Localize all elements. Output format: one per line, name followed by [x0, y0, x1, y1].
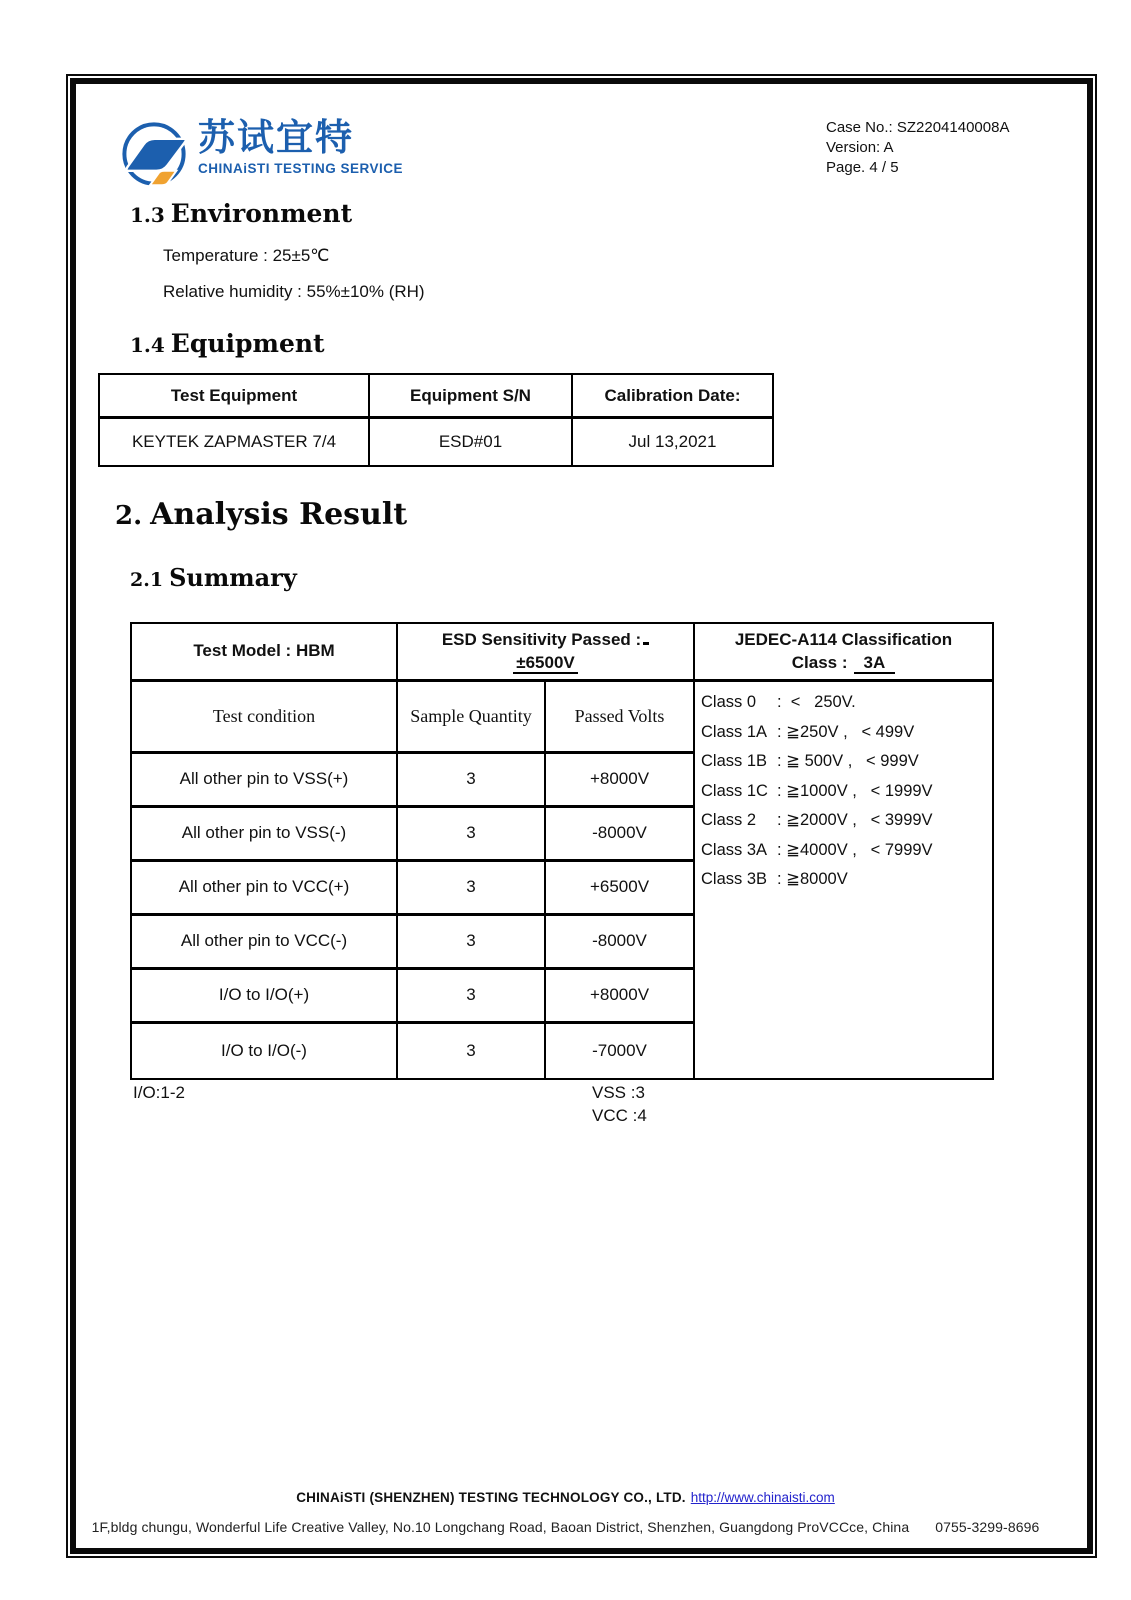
test-model-cell: Test Model : HBM [132, 624, 398, 682]
table-row-qty: 3 [398, 754, 546, 808]
section-title: Environment [170, 199, 353, 228]
section-number: 1.3 [130, 203, 165, 227]
class-line: Class 3A : ≧4000V , < 7999V [701, 840, 933, 859]
table-row-qty: 3 [398, 970, 546, 1024]
section-environment-heading [130, 199, 352, 228]
temperature-line: Temperature : 25±5℃ [163, 246, 330, 265]
logo-swoosh-icon [118, 118, 190, 190]
esd-sensitivity-label: ESD Sensitivity Passed : [441, 629, 642, 649]
esd-sensitivity-value: ±6500V [513, 653, 578, 674]
col-header-passed-volts: Passed Volts [546, 682, 695, 754]
table-row-volts: +8000V [546, 970, 695, 1024]
class-line: Class 2 : ≧2000V , < 3999V [701, 811, 933, 829]
page-number: Page. 4 / 5 [826, 159, 899, 176]
table-row-volts: -8000V [546, 808, 695, 862]
table-row-volts: +8000V [546, 754, 695, 808]
equipment-header-serial: Equipment S/N [370, 375, 573, 419]
section-number: 2.1 [130, 569, 164, 591]
class-line: Class 3B : ≧8000V [701, 870, 848, 888]
footer-company-name: CHINAiSTI (SHENZHEN) TESTING TECHNOLOGY CO., LTD. [296, 1490, 686, 1505]
case-info-block [826, 118, 1009, 178]
table-row-qty: 3 [398, 1024, 546, 1078]
section-number: 2. [115, 501, 143, 531]
footer-address-line [0, 1519, 1131, 1535]
class-line: Class 1A : ≧250V , < 499V [701, 722, 915, 741]
col-header-sample-quantity: Sample Quantity [398, 682, 546, 754]
underline-mark [643, 635, 649, 645]
table-row-qty: 3 [398, 862, 546, 916]
table-row-cond: All other pin to VCC(+) [132, 862, 398, 916]
section-number: 1.4 [130, 333, 165, 357]
jedec-class-label: Class : [791, 652, 848, 672]
class-line: Class 0 : < 250V. [701, 693, 856, 711]
humidity-line: Relative humidity : 55%±10% (RH) [163, 282, 425, 301]
footer-phone: 0755-3299-8696 [935, 1519, 1040, 1535]
jedec-class-legend [695, 682, 992, 1078]
table-row-cond: All other pin to VCC(-) [132, 916, 398, 970]
section-title: Summary [169, 563, 297, 592]
version: Version: A [826, 139, 894, 156]
equipment-name-cell: KEYTEK ZAPMASTER 7/4 [100, 419, 370, 465]
section-summary-heading [130, 563, 297, 592]
equipment-table [98, 373, 774, 467]
section-equipment-heading [130, 329, 325, 358]
table-row-volts: -8000V [546, 916, 695, 970]
company-logo [118, 118, 403, 190]
table-row-cond: All other pin to VSS(+) [132, 754, 398, 808]
note-vcc-pin: VCC :4 [592, 1106, 647, 1125]
footer-address: 1F,bldg chungu, Wonderful Life Creative Valley, No.10 Longchang Road, Baoan District, Shenzhen, Guangdong ProVCCce, China [91, 1519, 910, 1535]
class-line: Class 1C : ≧1000V , < 1999V [701, 781, 933, 800]
section-title: Equipment [170, 329, 325, 358]
section-analysis-heading [115, 497, 407, 532]
footer-company-line [0, 1490, 1131, 1505]
table-row-cond: I/O to I/O(-) [132, 1024, 398, 1078]
esd-sensitivity-cell [398, 624, 695, 682]
equipment-header-test-equipment: Test Equipment [100, 375, 370, 419]
table-row-cond: All other pin to VSS(-) [132, 808, 398, 862]
equipment-serial-cell: ESD#01 [370, 419, 573, 465]
col-header-test-condition: Test condition [132, 682, 398, 754]
note-io-pins: I/O:1-2 [133, 1083, 185, 1102]
table-row-volts: +6500V [546, 862, 695, 916]
jedec-class-value: 3A [854, 653, 896, 674]
table-row-cond: I/O to I/O(+) [132, 970, 398, 1024]
jedec-title: JEDEC-A114 Classification [734, 629, 953, 649]
table-row-volts: -7000V [546, 1024, 695, 1078]
table-row-qty: 3 [398, 808, 546, 862]
logo-english-name: CHINAiSTI TESTING SERVICE [198, 160, 404, 176]
summary-table [130, 622, 994, 1080]
jedec-classification-cell [695, 624, 992, 682]
table-row-qty: 3 [398, 916, 546, 970]
note-vss-pin: VSS :3 [592, 1083, 645, 1102]
case-number: Case No.: SZ2204140008A [826, 119, 1010, 136]
section-title: Analysis Result [150, 497, 408, 532]
logo-chinese-name: 苏试宜特 [198, 116, 354, 159]
equipment-calibration-cell: Jul 13,2021 [628, 432, 717, 451]
footer-website-link[interactable]: http://www.chinaisti.com [690, 1490, 835, 1505]
equipment-header-calibration: Calibration Date: [573, 375, 772, 419]
class-line: Class 1B : ≧ 500V , < 999V [701, 752, 919, 770]
